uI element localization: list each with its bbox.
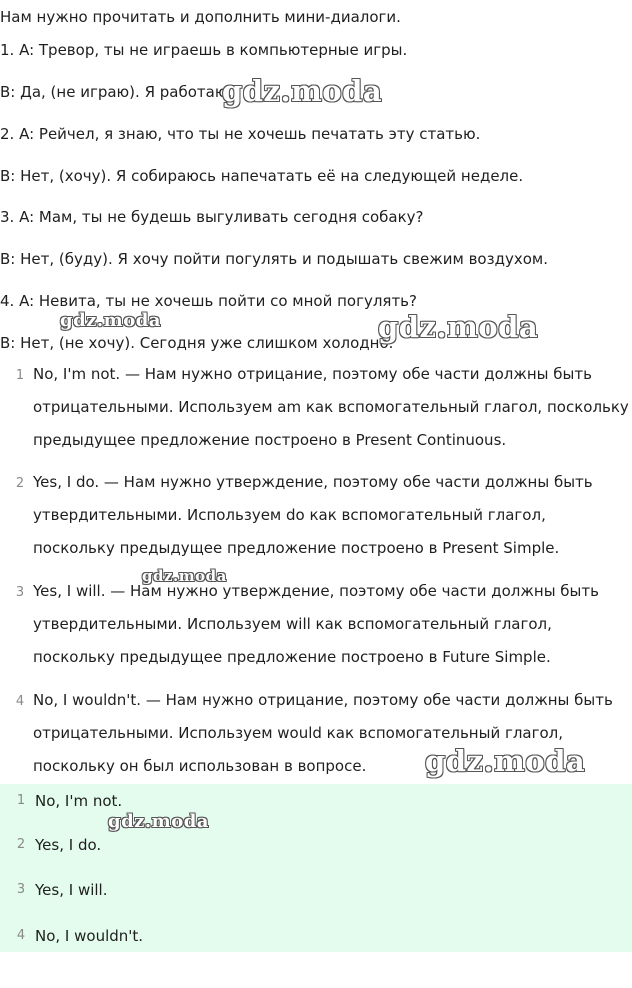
answer-number: 4 [16,928,26,943]
dialogue-line-1b: B: Да, (не играю). Я работаю. [0,83,233,101]
explanation-number: 4 [15,694,25,709]
answer-text: No, I'm not. [35,792,123,810]
answer-number: 2 [16,837,26,852]
watermark: gdz.moda [378,310,539,344]
watermark: gdz.moda [222,74,383,108]
explanation-text: No, I'm not. — Нам нужно отрицание, поэтому обе части должны быть отрицательными. Используем am как вспомогательный глагол, поскольку предыдущее предложение построено в Present Continuous. [33,365,629,449]
explanation-text: Yes, I do. — Нам нужно утверждение, поэтому обе части должны быть утвердительными. Используем do как вспомогательный глагол, поскольку предыдущее предложение построено в Present Simple. [33,473,593,557]
answer-number: 1 [16,793,26,808]
answer-number: 3 [16,882,26,897]
dialogue-line-2b: B: Нет, (хочу). Я собираюсь напечатать её на следующей неделе. [0,167,524,185]
explanation-number: 3 [15,585,25,600]
dialogue-line-1a: 1. A: Тревор, ты не играешь в компьютерные игры. [0,41,408,59]
answer-text: Yes, I will. [35,881,108,899]
dialogue-line-3b: B: Нет, (буду). Я хочу пойти погулять и подышать свежим воздухом. [0,250,548,268]
dialogue-line-3a: 3. A: Мам, ты не будешь выгуливать сегодня собаку? [0,208,424,226]
explanation-number: 1 [15,368,25,383]
answer-text: Yes, I do. [35,836,102,854]
watermark: gdz.moda [108,811,209,832]
dialogue-line-2a: 2. A: Рейчел, я знаю, что ты не хочешь печатать эту статью. [0,125,481,143]
explanation-text: No, I wouldn't. — Нам нужно отрицание, поэтому обе части должны быть отрицательными. Используем would как вспомогательный глагол, поскольку он был использован в вопросе. [33,691,613,775]
answer-item-1 [0,791,632,811]
dialogue-line-4a: 4. A: Невита, ты не хочешь пойти со мной погулять? [0,292,417,310]
answer-item-3 [0,880,632,900]
explanation-number: 2 [15,476,25,491]
dialogue-line-4b: B: Нет, (не хочу). Сегодня уже слишком холодно. [0,334,394,352]
explanation-text: Yes, I will. — Нам нужно утверждение, поэтому обе части должны быть утвердительными. Используем will как вспомогательный глагол, поскольку предыдущее предложение построено в Future Simple. [33,582,599,666]
watermark: gdz.moda [425,744,586,778]
answers-box [0,784,632,952]
answer-text: No, I wouldn't. [35,927,144,945]
task-intro: Нам нужно прочитать и дополнить мини-диалоги. [0,8,401,26]
watermark: gdz.moda [142,567,227,585]
answer-item-2 [0,835,632,855]
watermark: gdz.moda [60,310,161,331]
answer-item-4 [0,926,632,946]
